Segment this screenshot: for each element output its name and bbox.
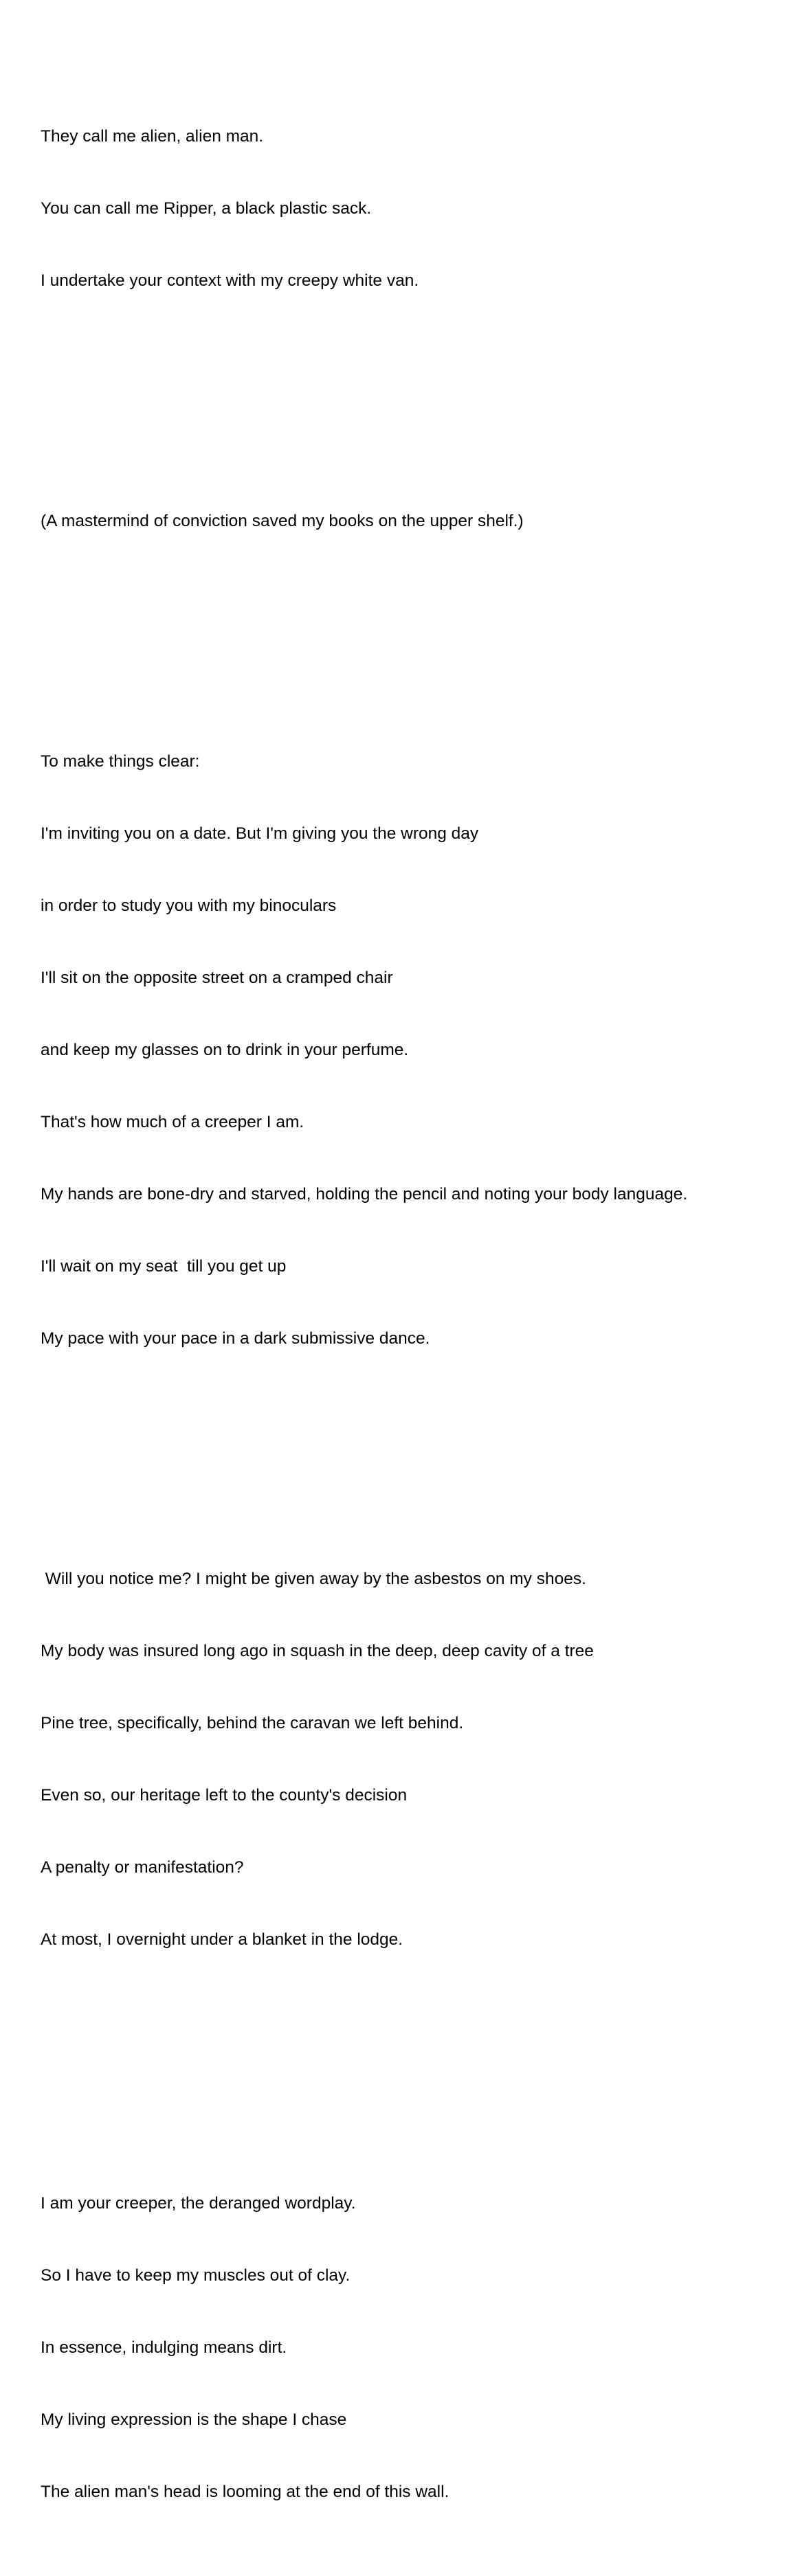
poem-line: and keep my glasses on to drink in your perfume. [41, 1041, 409, 1059]
poem-line: In essence, indulging means dirt. [41, 2338, 287, 2357]
poem-line: My pace with your pace in a dark submissive dance. [41, 1329, 430, 1348]
poem-line: in order to study you with my binoculars [41, 896, 337, 915]
poem-line: Will you notice me? I might be given away by the asbestos on my shoes. [41, 1570, 586, 1588]
poem-line: So I have to keep my muscles out of clay. [41, 2266, 351, 2285]
stanza-5 [41, 2143, 790, 2552]
poem-line: I'll wait on my seat till you get up [41, 1257, 287, 1276]
poem-line: You can call me Ripper, a black plastic sack. [41, 199, 372, 218]
poem-line: Even so, our heritage left to the county's decision [41, 1786, 408, 1805]
poem-line: My hands are bone-dry and starved, holding the pencil and noting your body language. [41, 1185, 688, 1204]
poem-document [41, 28, 790, 2576]
stanza-4 [41, 1519, 790, 2000]
poem-line: They call me alien, alien man. [41, 127, 264, 146]
poem-line: Pine tree, specifically, behind the caravan we left behind. [41, 1714, 464, 1732]
poem-line: The alien man's head is looming at the end of this wall. [41, 2483, 449, 2501]
stanza-1 [41, 76, 790, 341]
poem-line: (A mastermind of conviction saved my books on the upper shelf.) [41, 512, 524, 530]
poem-line: That's how much of a creeper I am. [41, 1113, 304, 1131]
stanza-2 [41, 461, 790, 581]
poem-line: At most, I overnight under a blanket in the lodge. [41, 1930, 403, 1949]
poem-line: My living expression is the shape I chase [41, 2410, 347, 2429]
stanza-separator [41, 389, 790, 413]
poem-line: I undertake your context with my creepy white van. [41, 271, 419, 290]
poem-line: A penalty or manifestation? [41, 1858, 244, 1877]
poem-line: I'll sit on the opposite street on a cramped chair [41, 969, 393, 987]
poem-line: I'm inviting you on a date. But I'm giving you the wrong day [41, 824, 479, 843]
stanza-separator [41, 629, 790, 653]
stanza-3 [41, 701, 790, 1399]
stanza-separator [41, 2048, 790, 2095]
poem-line: I am your creeper, the deranged wordplay. [41, 2194, 356, 2213]
poem-line: To make things clear: [41, 752, 200, 771]
poem-line: My body was insured long ago in squash in the deep, deep cavity of a tree [41, 1642, 594, 1660]
stanza-separator [41, 1447, 790, 1471]
